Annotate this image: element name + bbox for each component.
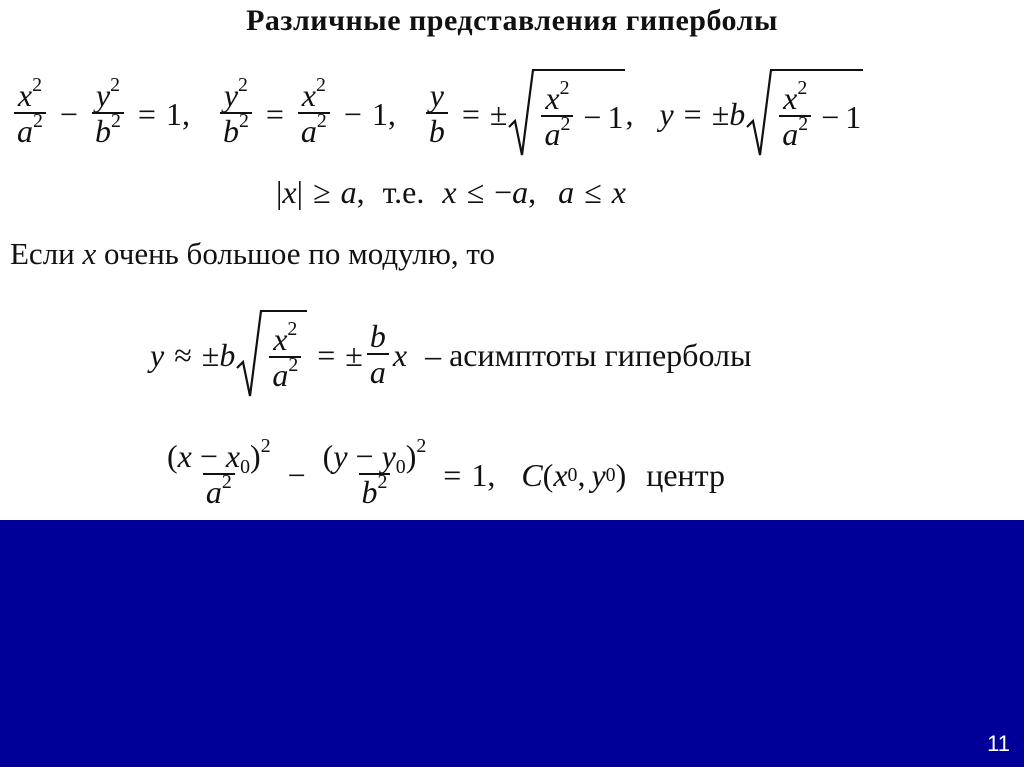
hyperbola-forms-row: $\frac{x^2}{a^2}$ − $\frac{y^2}{b^2}$ = 1, $\frac{y^2}{b^2}$ = $\frac{x^2}{a^2}$ − 1, $\frac{y}{b}$ = ± $\frac{x^2}{a^2}$ − 1 , y = ± b $\frac{x^2}{a^2}$ − 1 <box>10 64 863 164</box>
paragraph-large-x <box>10 236 495 272</box>
fraction-y2-b2-second: $\frac{y^2}{b^2}$ <box>220 79 252 150</box>
paragraph-text-after: очень большое по модулю, то <box>104 236 496 271</box>
sqrt-x2-a2-minus-1-second: $\frac{x^2}{a^2}$ − 1 <box>745 69 863 159</box>
fraction-x2-a2: $\frac{x^2}{a^2}$ <box>14 79 46 150</box>
radical-sign-icon <box>507 69 535 159</box>
shifted-hyperbola-row: $\frac{(x - x_0)^2}{a^2}$ − $\frac{(y - y_0)^2}{b^2}$ = 1, C ( x 0 , y 0 ) центр <box>160 425 725 525</box>
sqrt-x2-a2: $\frac{x^2}{a^2}$ <box>235 310 307 400</box>
paragraph-variable: x <box>82 236 97 271</box>
radical-sign-icon <box>745 69 773 159</box>
center-label: центр <box>646 456 726 493</box>
fraction-y-b: $\frac{y}{b}$ <box>426 79 448 150</box>
asymptote-label: – асимптоты гиперболы <box>425 336 752 373</box>
fraction-x-minus-x0: $\frac{(x - x_0)^2}{a^2}$ <box>167 434 271 511</box>
fraction-y-minus-y0: $\frac{(y - y_0)^2}{b^2}$ <box>322 434 427 511</box>
page-number: 11 <box>987 731 1010 756</box>
te-abbreviation: т.е. <box>382 173 425 210</box>
sqrt-x2-a2-minus-1: $\frac{x^2}{a^2}$ − 1 <box>507 69 625 159</box>
fraction-b-a: $\frac{b}{a}$ <box>367 320 389 391</box>
domain-condition-row: | x | ≥ a , т.е. x ≤ − a , a ≤ x <box>276 173 626 210</box>
fraction-x2-a2-second: $\frac{x^2}{a^2}$ <box>298 79 330 150</box>
slide-footer-band <box>0 520 1024 767</box>
radical-sign-icon <box>235 310 263 400</box>
slide-title: Различные представления гиперболы <box>246 4 778 37</box>
asymptote-formula-row: y ≈ ± b $\frac{x^2}{a^2}$ = ± $\frac{b}{a}$ x – асимптоты гиперболы <box>150 305 752 405</box>
paragraph-text-before: Если <box>10 236 75 271</box>
fraction-y2-b2: $\frac{y^2}{b^2}$ <box>92 79 124 150</box>
